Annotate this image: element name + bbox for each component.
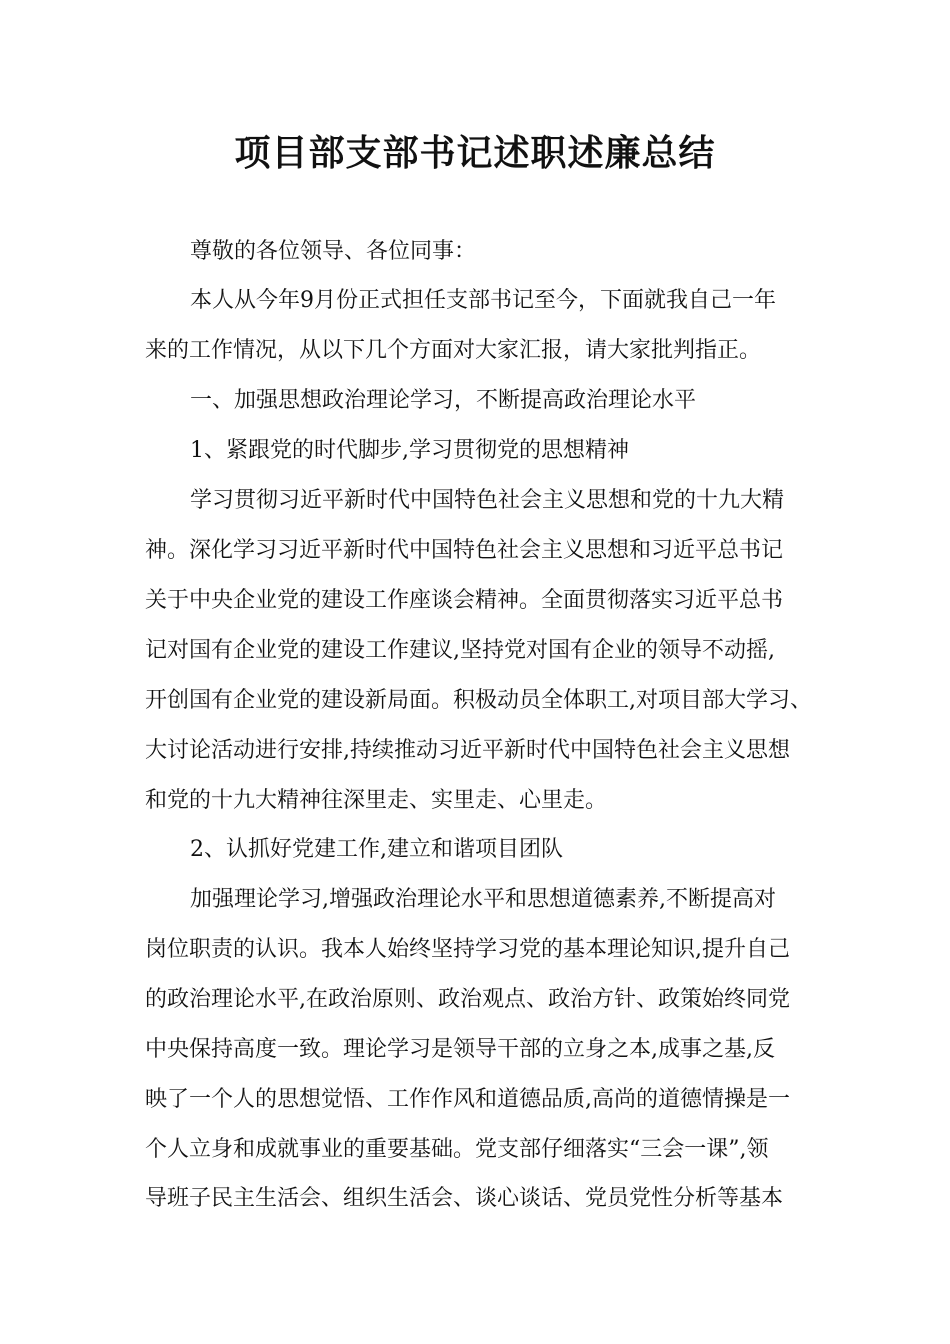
body-line: 开创国有企业党的建设新局面。积极动员全体职工,对项目部大学习、 [145,688,812,713]
document-title: 项目部支部书记述职述廉总结 [234,133,716,174]
body-line: 的政治理论水平,在政治原则、政治观点、政治方针、政策始终同党 [145,987,790,1012]
body-line: 神。深化学习习近平新时代中国特色社会主义思想和习近平总书记 [145,538,784,563]
body-line: 记对国有企业党的建设工作建议,坚持党对国有企业的领导不动摇, [145,638,775,663]
body-line: 关于中央企业党的建设工作座谈会精神。全面贯彻落实习近平总书 [145,588,784,613]
body-line: 本人从今年9月份正式担任支部书记至今，下面就我自己一年 [190,288,776,313]
salutation-line: 尊敬的各位领导、各位同事： [190,239,477,264]
subsection-heading: 2、认抓好党建工作,建立和谐项目团队 [190,837,563,862]
body-line: 导班子民主生活会、组织生活会、谈心谈话、党员党性分析等基本 [145,1186,784,1211]
body-line: 和党的十九大精神往深里走、实里走、心里走。 [145,788,608,813]
body-line: 中央保持高度一致。理论学习是领导干部的立身之本,成事之基,反 [145,1037,775,1062]
body-line: 加强理论学习,增强政治理论水平和思想道德素养,不断提高对 [190,887,776,912]
body-line: 来的工作情况，从以下几个方面对大家汇报，请大家批判指正。 [145,338,762,363]
body-line: 大讨论活动进行安排,持续推动习近平新时代中国特色社会主义思想 [145,738,790,763]
body-line: 映了一个人的思想觉悟、工作作风和道德品质,高尚的道德情操是一 [145,1087,790,1112]
subsection-heading: 1、紧跟党的时代脚步,学习贯彻党的思想精神 [190,438,629,463]
body-line: 岗位职责的认识。我本人始终坚持学习党的基本理论知识,提升自己 [145,937,790,962]
section-heading: 一、加强思想政治理论学习，不断提高政治理论水平 [190,388,697,413]
body-line: 学习贯彻习近平新时代中国特色社会主义思想和党的十九大精 [190,488,785,513]
body-line: 个人立身和成就事业的重要基础。党支部仔细落实“三会一课”,领 [145,1137,769,1162]
